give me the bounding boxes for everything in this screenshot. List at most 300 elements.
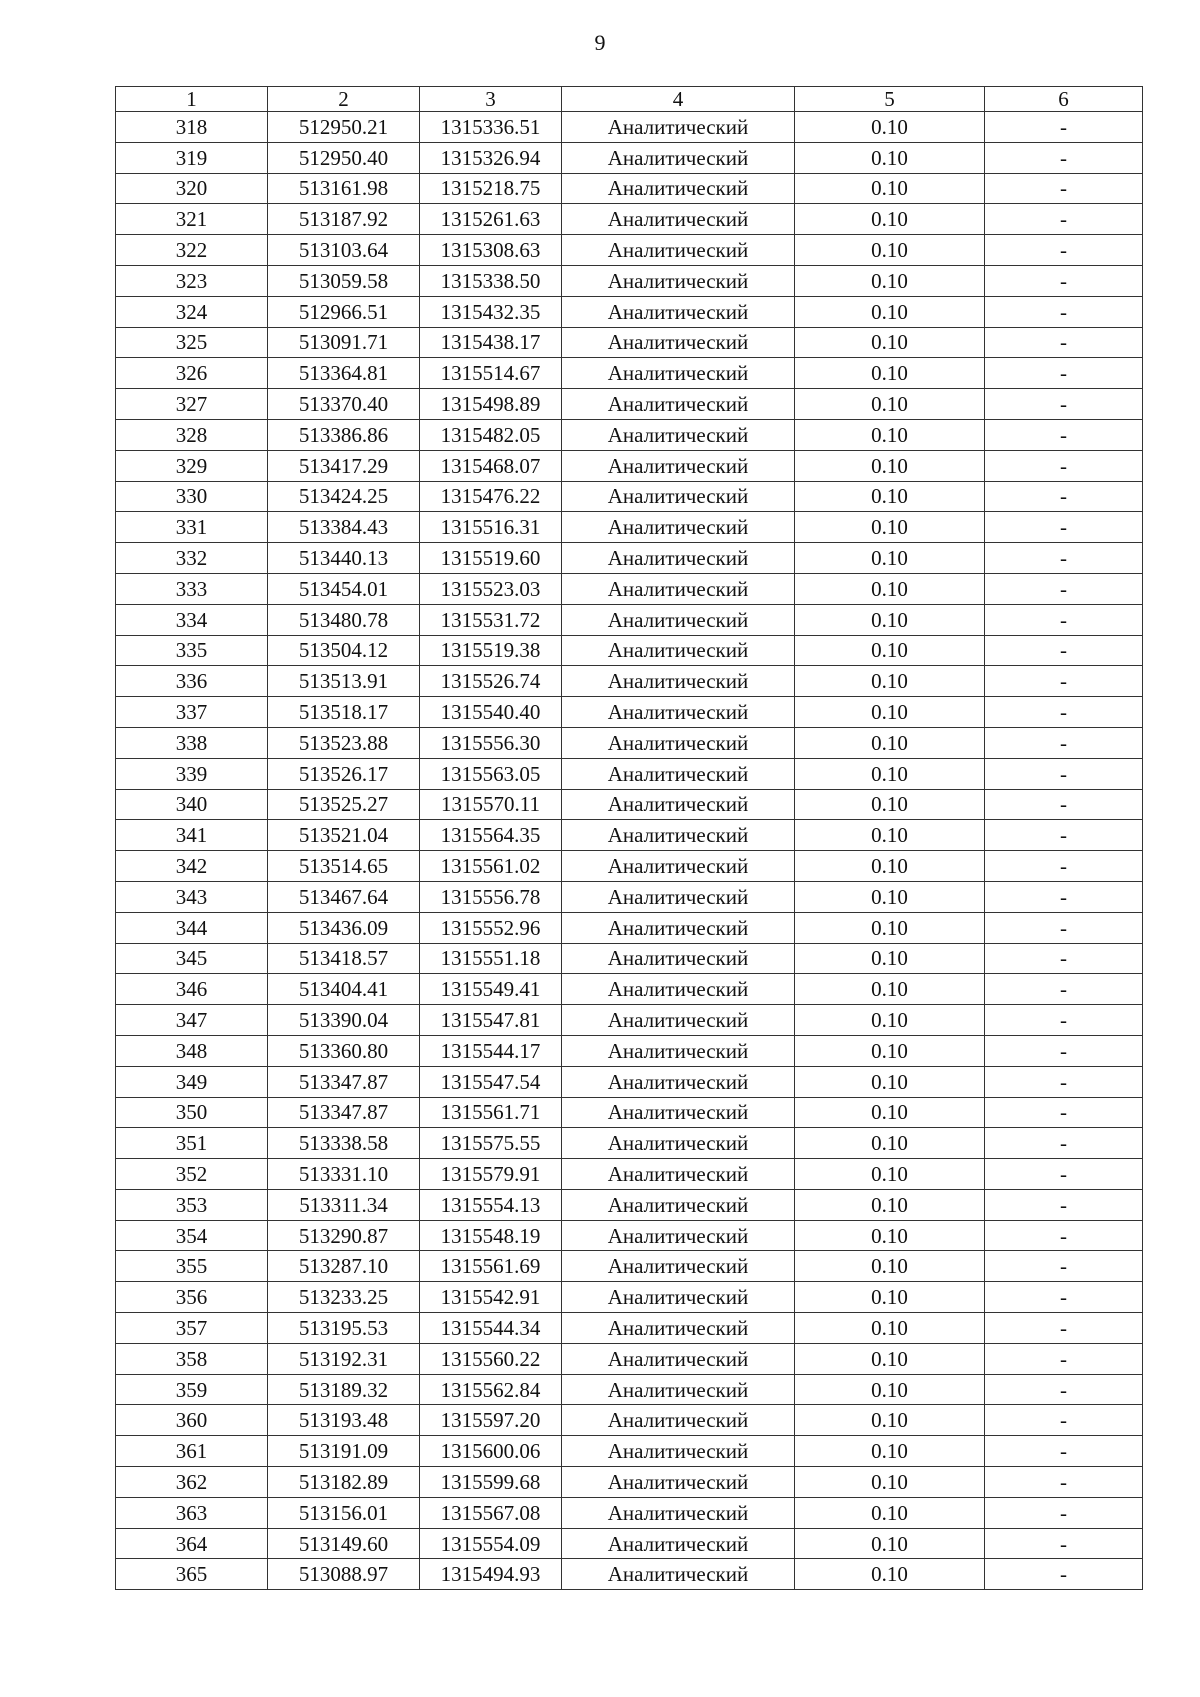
- note-cell: -: [985, 327, 1143, 358]
- table-row: [116, 1066, 1143, 1097]
- note-cell: -: [985, 419, 1143, 450]
- y-coordinate-cell: 1315261.63: [420, 204, 562, 235]
- point-number-cell: 352: [116, 1159, 268, 1190]
- method-cell: Аналитический: [562, 1128, 795, 1159]
- table-row: [116, 450, 1143, 481]
- y-coordinate-cell: 1315498.89: [420, 389, 562, 420]
- accuracy-cell: 0.10: [795, 727, 985, 758]
- y-coordinate-cell: 1315531.72: [420, 604, 562, 635]
- table-row: [116, 1559, 1143, 1590]
- method-cell: Аналитический: [562, 235, 795, 266]
- accuracy-cell: 0.10: [795, 1528, 985, 1559]
- note-cell: -: [985, 1405, 1143, 1436]
- table-row: [116, 1159, 1143, 1190]
- table-row: [116, 1128, 1143, 1159]
- point-number-cell: 327: [116, 389, 268, 420]
- y-coordinate-cell: 1315482.05: [420, 419, 562, 450]
- table-row: [116, 820, 1143, 851]
- accuracy-cell: 0.10: [795, 943, 985, 974]
- accuracy-cell: 0.10: [795, 327, 985, 358]
- table-row: [116, 881, 1143, 912]
- x-coordinate-cell: 513103.64: [268, 235, 420, 266]
- method-cell: Аналитический: [562, 1374, 795, 1405]
- y-coordinate-cell: 1315432.35: [420, 296, 562, 327]
- note-cell: -: [985, 820, 1143, 851]
- point-number-cell: 324: [116, 296, 268, 327]
- note-cell: -: [985, 512, 1143, 543]
- accuracy-cell: 0.10: [795, 1159, 985, 1190]
- method-cell: Аналитический: [562, 481, 795, 512]
- method-cell: Аналитический: [562, 450, 795, 481]
- note-cell: -: [985, 912, 1143, 943]
- x-coordinate-cell: 513518.17: [268, 697, 420, 728]
- table-row: [116, 1374, 1143, 1405]
- y-coordinate-cell: 1315519.38: [420, 635, 562, 666]
- accuracy-cell: 0.10: [795, 204, 985, 235]
- x-coordinate-cell: 513424.25: [268, 481, 420, 512]
- y-coordinate-cell: 1315551.18: [420, 943, 562, 974]
- point-number-cell: 361: [116, 1436, 268, 1467]
- y-coordinate-cell: 1315549.41: [420, 974, 562, 1005]
- point-number-cell: 320: [116, 173, 268, 204]
- method-cell: Аналитический: [562, 635, 795, 666]
- method-cell: Аналитический: [562, 204, 795, 235]
- method-cell: Аналитический: [562, 112, 795, 143]
- note-cell: -: [985, 1374, 1143, 1405]
- accuracy-cell: 0.10: [795, 142, 985, 173]
- x-coordinate-cell: 513195.53: [268, 1313, 420, 1344]
- method-cell: Аналитический: [562, 1282, 795, 1313]
- accuracy-cell: 0.10: [795, 573, 985, 604]
- y-coordinate-cell: 1315548.19: [420, 1220, 562, 1251]
- table-row: [116, 789, 1143, 820]
- note-cell: -: [985, 758, 1143, 789]
- accuracy-cell: 0.10: [795, 389, 985, 420]
- note-cell: -: [985, 974, 1143, 1005]
- x-coordinate-cell: 513526.17: [268, 758, 420, 789]
- table-row: [116, 389, 1143, 420]
- point-number-cell: 347: [116, 1005, 268, 1036]
- accuracy-cell: 0.10: [795, 419, 985, 450]
- accuracy-cell: 0.10: [795, 1066, 985, 1097]
- point-number-cell: 339: [116, 758, 268, 789]
- x-coordinate-cell: 513364.81: [268, 358, 420, 389]
- note-cell: -: [985, 1005, 1143, 1036]
- method-cell: Аналитический: [562, 943, 795, 974]
- table-row: [116, 1251, 1143, 1282]
- x-coordinate-cell: 512950.40: [268, 142, 420, 173]
- accuracy-cell: 0.10: [795, 1559, 985, 1590]
- note-cell: -: [985, 573, 1143, 604]
- note-cell: -: [985, 265, 1143, 296]
- point-number-cell: 340: [116, 789, 268, 820]
- x-coordinate-cell: 512950.21: [268, 112, 420, 143]
- table-row: [116, 1035, 1143, 1066]
- y-coordinate-cell: 1315516.31: [420, 512, 562, 543]
- x-coordinate-cell: 513192.31: [268, 1343, 420, 1374]
- note-cell: -: [985, 604, 1143, 635]
- accuracy-cell: 0.10: [795, 1343, 985, 1374]
- y-coordinate-cell: 1315579.91: [420, 1159, 562, 1190]
- header-cell-col-4: 4: [562, 87, 795, 112]
- note-cell: -: [985, 697, 1143, 728]
- note-cell: -: [985, 851, 1143, 882]
- note-cell: -: [985, 1035, 1143, 1066]
- note-cell: -: [985, 358, 1143, 389]
- point-number-cell: 319: [116, 142, 268, 173]
- y-coordinate-cell: 1315542.91: [420, 1282, 562, 1313]
- y-coordinate-cell: 1315562.84: [420, 1374, 562, 1405]
- point-number-cell: 350: [116, 1097, 268, 1128]
- method-cell: Аналитический: [562, 1313, 795, 1344]
- x-coordinate-cell: 513418.57: [268, 943, 420, 974]
- accuracy-cell: 0.10: [795, 1005, 985, 1036]
- point-number-cell: 351: [116, 1128, 268, 1159]
- point-number-cell: 341: [116, 820, 268, 851]
- table-row: [116, 697, 1143, 728]
- point-number-cell: 360: [116, 1405, 268, 1436]
- table-row: [116, 173, 1143, 204]
- y-coordinate-cell: 1315563.05: [420, 758, 562, 789]
- accuracy-cell: 0.10: [795, 974, 985, 1005]
- note-cell: -: [985, 1343, 1143, 1374]
- x-coordinate-cell: 513189.32: [268, 1374, 420, 1405]
- method-cell: Аналитический: [562, 727, 795, 758]
- x-coordinate-cell: 513404.41: [268, 974, 420, 1005]
- point-number-cell: 326: [116, 358, 268, 389]
- point-number-cell: 329: [116, 450, 268, 481]
- x-coordinate-cell: 513440.13: [268, 543, 420, 574]
- x-coordinate-cell: 513360.80: [268, 1035, 420, 1066]
- point-number-cell: 359: [116, 1374, 268, 1405]
- y-coordinate-cell: 1315564.35: [420, 820, 562, 851]
- method-cell: Аналитический: [562, 1436, 795, 1467]
- y-coordinate-cell: 1315556.78: [420, 881, 562, 912]
- table-row: [116, 265, 1143, 296]
- method-cell: Аналитический: [562, 912, 795, 943]
- accuracy-cell: 0.10: [795, 235, 985, 266]
- point-number-cell: 334: [116, 604, 268, 635]
- y-coordinate-cell: 1315597.20: [420, 1405, 562, 1436]
- x-coordinate-cell: 513156.01: [268, 1497, 420, 1528]
- y-coordinate-cell: 1315561.69: [420, 1251, 562, 1282]
- note-cell: -: [985, 1220, 1143, 1251]
- accuracy-cell: 0.10: [795, 296, 985, 327]
- x-coordinate-cell: 513521.04: [268, 820, 420, 851]
- table-header: [116, 87, 1143, 112]
- note-cell: -: [985, 142, 1143, 173]
- note-cell: -: [985, 1528, 1143, 1559]
- y-coordinate-cell: 1315438.17: [420, 327, 562, 358]
- accuracy-cell: 0.10: [795, 450, 985, 481]
- point-number-cell: 365: [116, 1559, 268, 1590]
- y-coordinate-cell: 1315561.71: [420, 1097, 562, 1128]
- x-coordinate-cell: 513467.64: [268, 881, 420, 912]
- method-cell: Аналитический: [562, 1497, 795, 1528]
- method-cell: Аналитический: [562, 1159, 795, 1190]
- x-coordinate-cell: 512966.51: [268, 296, 420, 327]
- y-coordinate-cell: 1315567.08: [420, 1497, 562, 1528]
- y-coordinate-cell: 1315523.03: [420, 573, 562, 604]
- note-cell: -: [985, 1066, 1143, 1097]
- x-coordinate-cell: 513390.04: [268, 1005, 420, 1036]
- point-number-cell: 325: [116, 327, 268, 358]
- x-coordinate-cell: 513331.10: [268, 1159, 420, 1190]
- table-row: [116, 1467, 1143, 1498]
- point-number-cell: 354: [116, 1220, 268, 1251]
- note-cell: -: [985, 450, 1143, 481]
- point-number-cell: 364: [116, 1528, 268, 1559]
- note-cell: -: [985, 1251, 1143, 1282]
- note-cell: -: [985, 1189, 1143, 1220]
- note-cell: -: [985, 1159, 1143, 1190]
- x-coordinate-cell: 513193.48: [268, 1405, 420, 1436]
- method-cell: Аналитический: [562, 1005, 795, 1036]
- point-number-cell: 318: [116, 112, 268, 143]
- accuracy-cell: 0.10: [795, 512, 985, 543]
- table-row: [116, 727, 1143, 758]
- table-row: [116, 419, 1143, 450]
- table-row: [116, 142, 1143, 173]
- method-cell: Аналитический: [562, 419, 795, 450]
- point-number-cell: 363: [116, 1497, 268, 1528]
- point-number-cell: 321: [116, 204, 268, 235]
- y-coordinate-cell: 1315552.96: [420, 912, 562, 943]
- x-coordinate-cell: 513187.92: [268, 204, 420, 235]
- point-number-cell: 362: [116, 1467, 268, 1498]
- method-cell: Аналитический: [562, 265, 795, 296]
- x-coordinate-cell: 513417.29: [268, 450, 420, 481]
- accuracy-cell: 0.10: [795, 758, 985, 789]
- point-number-cell: 342: [116, 851, 268, 882]
- accuracy-cell: 0.10: [795, 820, 985, 851]
- coordinates-table: [115, 86, 1143, 1590]
- note-cell: -: [985, 1467, 1143, 1498]
- note-cell: -: [985, 296, 1143, 327]
- y-coordinate-cell: 1315544.17: [420, 1035, 562, 1066]
- page-number: 9: [594, 30, 606, 55]
- x-coordinate-cell: 513454.01: [268, 573, 420, 604]
- point-number-cell: 333: [116, 573, 268, 604]
- accuracy-cell: 0.10: [795, 1128, 985, 1159]
- method-cell: Аналитический: [562, 820, 795, 851]
- table-row: [116, 666, 1143, 697]
- y-coordinate-cell: 1315514.67: [420, 358, 562, 389]
- y-coordinate-cell: 1315547.54: [420, 1066, 562, 1097]
- method-cell: Аналитический: [562, 1343, 795, 1374]
- y-coordinate-cell: 1315494.93: [420, 1559, 562, 1590]
- accuracy-cell: 0.10: [795, 358, 985, 389]
- accuracy-cell: 0.10: [795, 1097, 985, 1128]
- y-coordinate-cell: 1315544.34: [420, 1313, 562, 1344]
- note-cell: -: [985, 635, 1143, 666]
- table-row: [116, 1528, 1143, 1559]
- y-coordinate-cell: 1315599.68: [420, 1467, 562, 1498]
- y-coordinate-cell: 1315547.81: [420, 1005, 562, 1036]
- x-coordinate-cell: 513161.98: [268, 173, 420, 204]
- y-coordinate-cell: 1315560.22: [420, 1343, 562, 1374]
- point-number-cell: 322: [116, 235, 268, 266]
- table-row: [116, 1189, 1143, 1220]
- x-coordinate-cell: 513347.87: [268, 1066, 420, 1097]
- x-coordinate-cell: 513290.87: [268, 1220, 420, 1251]
- point-number-cell: 358: [116, 1343, 268, 1374]
- point-number-cell: 355: [116, 1251, 268, 1282]
- point-number-cell: 357: [116, 1313, 268, 1344]
- method-cell: Аналитический: [562, 1066, 795, 1097]
- point-number-cell: 336: [116, 666, 268, 697]
- point-number-cell: 349: [116, 1066, 268, 1097]
- x-coordinate-cell: 513504.12: [268, 635, 420, 666]
- point-number-cell: 323: [116, 265, 268, 296]
- y-coordinate-cell: 1315338.50: [420, 265, 562, 296]
- x-coordinate-cell: 513384.43: [268, 512, 420, 543]
- note-cell: -: [985, 112, 1143, 143]
- point-number-cell: 332: [116, 543, 268, 574]
- accuracy-cell: 0.10: [795, 1374, 985, 1405]
- x-coordinate-cell: 513287.10: [268, 1251, 420, 1282]
- note-cell: -: [985, 789, 1143, 820]
- x-coordinate-cell: 513311.34: [268, 1189, 420, 1220]
- note-cell: -: [985, 1128, 1143, 1159]
- accuracy-cell: 0.10: [795, 265, 985, 296]
- y-coordinate-cell: 1315556.30: [420, 727, 562, 758]
- point-number-cell: 353: [116, 1189, 268, 1220]
- method-cell: Аналитический: [562, 1467, 795, 1498]
- method-cell: Аналитический: [562, 974, 795, 1005]
- y-coordinate-cell: 1315468.07: [420, 450, 562, 481]
- point-number-cell: 356: [116, 1282, 268, 1313]
- method-cell: Аналитический: [562, 1405, 795, 1436]
- accuracy-cell: 0.10: [795, 1251, 985, 1282]
- method-cell: Аналитический: [562, 173, 795, 204]
- x-coordinate-cell: 513523.88: [268, 727, 420, 758]
- point-number-cell: 343: [116, 881, 268, 912]
- point-number-cell: 331: [116, 512, 268, 543]
- note-cell: -: [985, 173, 1143, 204]
- accuracy-cell: 0.10: [795, 543, 985, 574]
- table-row: [116, 327, 1143, 358]
- accuracy-cell: 0.10: [795, 1436, 985, 1467]
- x-coordinate-cell: 513182.89: [268, 1467, 420, 1498]
- method-cell: Аналитический: [562, 758, 795, 789]
- accuracy-cell: 0.10: [795, 1467, 985, 1498]
- table-row: [116, 851, 1143, 882]
- y-coordinate-cell: 1315326.94: [420, 142, 562, 173]
- point-number-cell: 330: [116, 481, 268, 512]
- x-coordinate-cell: 513386.86: [268, 419, 420, 450]
- method-cell: Аналитический: [562, 666, 795, 697]
- note-cell: -: [985, 881, 1143, 912]
- table-body: [116, 112, 1143, 1590]
- header-cell-col-5: 5: [795, 87, 985, 112]
- table-row: [116, 235, 1143, 266]
- accuracy-cell: 0.10: [795, 1220, 985, 1251]
- point-number-cell: 335: [116, 635, 268, 666]
- table-row: [116, 512, 1143, 543]
- point-number-cell: 344: [116, 912, 268, 943]
- table-row: [116, 1436, 1143, 1467]
- y-coordinate-cell: 1315600.06: [420, 1436, 562, 1467]
- y-coordinate-cell: 1315476.22: [420, 481, 562, 512]
- table-row: [116, 204, 1143, 235]
- point-number-cell: 328: [116, 419, 268, 450]
- x-coordinate-cell: 513091.71: [268, 327, 420, 358]
- x-coordinate-cell: 513149.60: [268, 1528, 420, 1559]
- accuracy-cell: 0.10: [795, 912, 985, 943]
- header-cell-col-6: 6: [985, 87, 1143, 112]
- note-cell: -: [985, 1559, 1143, 1590]
- point-number-cell: 345: [116, 943, 268, 974]
- table-row: [116, 112, 1143, 143]
- header-cell-col-2: 2: [268, 87, 420, 112]
- table-row: [116, 974, 1143, 1005]
- table-row: [116, 635, 1143, 666]
- x-coordinate-cell: 513370.40: [268, 389, 420, 420]
- x-coordinate-cell: 513525.27: [268, 789, 420, 820]
- method-cell: Аналитический: [562, 543, 795, 574]
- accuracy-cell: 0.10: [795, 112, 985, 143]
- table-row: [116, 912, 1143, 943]
- accuracy-cell: 0.10: [795, 173, 985, 204]
- x-coordinate-cell: 513513.91: [268, 666, 420, 697]
- method-cell: Аналитический: [562, 1189, 795, 1220]
- y-coordinate-cell: 1315561.02: [420, 851, 562, 882]
- accuracy-cell: 0.10: [795, 851, 985, 882]
- note-cell: -: [985, 727, 1143, 758]
- x-coordinate-cell: 513338.58: [268, 1128, 420, 1159]
- table-row: [116, 481, 1143, 512]
- note-cell: -: [985, 1282, 1143, 1313]
- note-cell: -: [985, 481, 1143, 512]
- accuracy-cell: 0.10: [795, 481, 985, 512]
- method-cell: Аналитический: [562, 512, 795, 543]
- x-coordinate-cell: 513436.09: [268, 912, 420, 943]
- method-cell: Аналитический: [562, 1220, 795, 1251]
- accuracy-cell: 0.10: [795, 881, 985, 912]
- x-coordinate-cell: 513059.58: [268, 265, 420, 296]
- method-cell: Аналитический: [562, 604, 795, 635]
- table-row: [116, 1313, 1143, 1344]
- note-cell: -: [985, 235, 1143, 266]
- y-coordinate-cell: 1315308.63: [420, 235, 562, 266]
- table-row: [116, 758, 1143, 789]
- header-cell-col-3: 3: [420, 87, 562, 112]
- accuracy-cell: 0.10: [795, 1282, 985, 1313]
- accuracy-cell: 0.10: [795, 604, 985, 635]
- note-cell: -: [985, 943, 1143, 974]
- point-number-cell: 338: [116, 727, 268, 758]
- note-cell: -: [985, 1313, 1143, 1344]
- table-row: [116, 573, 1143, 604]
- point-number-cell: 337: [116, 697, 268, 728]
- note-cell: -: [985, 543, 1143, 574]
- note-cell: -: [985, 1436, 1143, 1467]
- x-coordinate-cell: 513347.87: [268, 1097, 420, 1128]
- method-cell: Аналитический: [562, 789, 795, 820]
- y-coordinate-cell: 1315336.51: [420, 112, 562, 143]
- accuracy-cell: 0.10: [795, 1405, 985, 1436]
- table-row: [116, 1282, 1143, 1313]
- y-coordinate-cell: 1315570.11: [420, 789, 562, 820]
- note-cell: -: [985, 389, 1143, 420]
- note-cell: -: [985, 666, 1143, 697]
- header-cell-col-1: 1: [116, 87, 268, 112]
- x-coordinate-cell: 513088.97: [268, 1559, 420, 1590]
- x-coordinate-cell: 513514.65: [268, 851, 420, 882]
- accuracy-cell: 0.10: [795, 1189, 985, 1220]
- method-cell: Аналитический: [562, 1097, 795, 1128]
